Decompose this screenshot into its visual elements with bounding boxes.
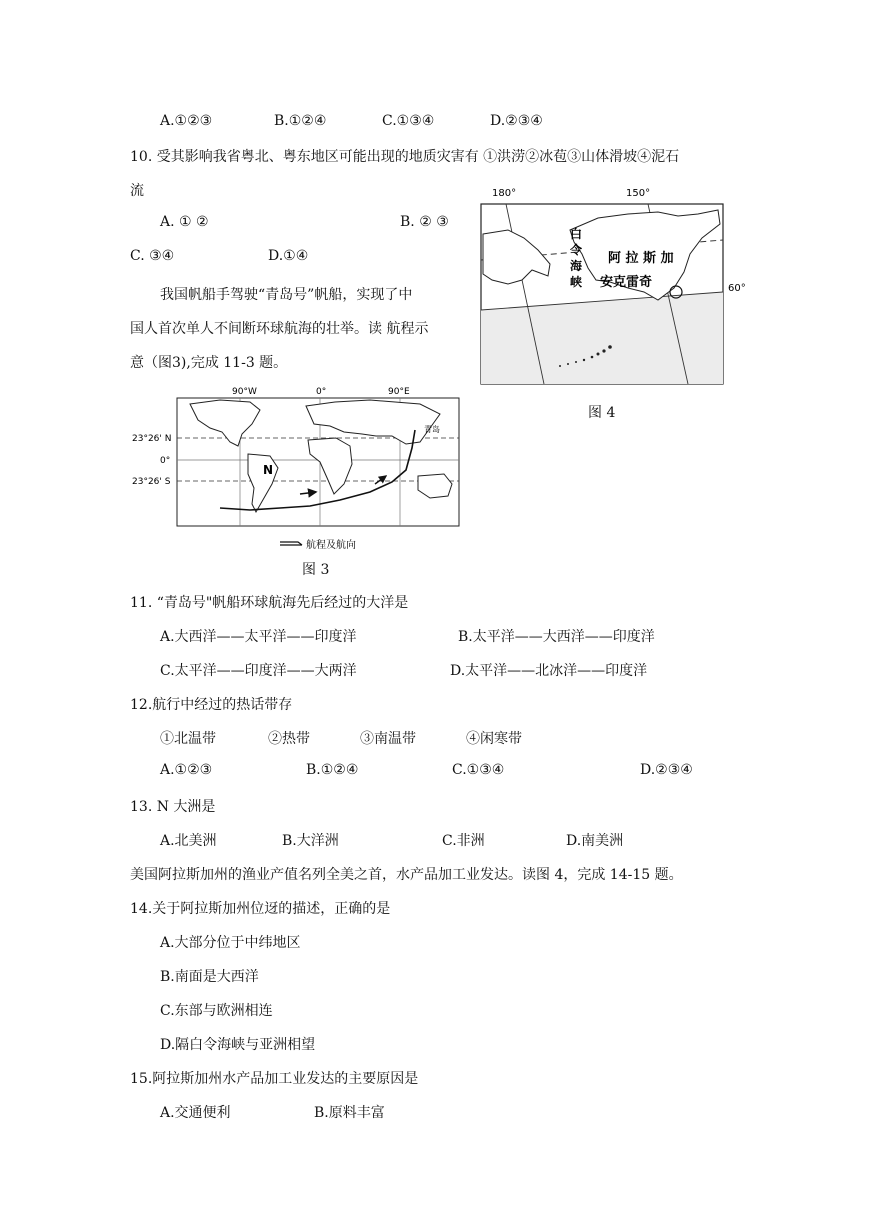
q9-option-c: C.①③④ bbox=[382, 113, 435, 129]
q13-option-d: D.南美洲 bbox=[566, 833, 624, 849]
q10-option-b: B. ② ③ bbox=[400, 214, 449, 230]
q12-option-b: B.①②④ bbox=[306, 762, 359, 778]
q14-option-c: C.东部与欧洲相连 bbox=[160, 1003, 273, 1019]
q15-stem: 15.阿拉斯加州水产品加工业发达的主要原因是 bbox=[130, 1071, 419, 1087]
q12-option-c: C.①③④ bbox=[452, 762, 505, 778]
fig3-legend: 航程及航向 bbox=[306, 540, 356, 551]
fig3-lon-90w: 90°W bbox=[232, 387, 257, 397]
q12-item-3: ③南温带 bbox=[360, 731, 416, 747]
q14-option-a: A.大部分位于中纬地区 bbox=[160, 935, 301, 951]
figure-3-world-map bbox=[130, 384, 465, 554]
fig4-strait-char-4: 峡 bbox=[570, 275, 583, 289]
fig4-lon-150: 150° bbox=[626, 188, 651, 199]
fig4-anchorage-label: 安克雷奇 bbox=[600, 275, 653, 290]
q9-option-d: D.②③④ bbox=[490, 113, 543, 129]
fig3-continent-n: N bbox=[263, 463, 274, 477]
fig3-lat-tropic-s: 23°26' S bbox=[132, 477, 171, 487]
intro1-line3: 意（图3),完成 11-3 题。 bbox=[130, 355, 288, 371]
figure-4-caption: 图 4 bbox=[588, 405, 616, 421]
q13-option-b: B.大洋洲 bbox=[282, 833, 339, 849]
q10-stem: 10. 受其影响我省粤北、粤东地区可能出现的地质灾害有 ①洪涝②冰苞③山体滑坡④泥石 bbox=[130, 149, 680, 165]
q12-stem: 12.航行中经过的热话带存 bbox=[130, 697, 293, 713]
q12-item-2: ②热带 bbox=[268, 731, 310, 747]
q12-option-a: A.①②③ bbox=[160, 762, 213, 778]
intro1-line2: 国人首次单人不间断环球航海的壮举。读 航程示 bbox=[130, 321, 429, 337]
q10-stem-cont: 流 bbox=[130, 183, 144, 199]
q15-option-b: B.原料丰富 bbox=[314, 1105, 385, 1121]
fig4-alaska-label: 阿 拉 斯 加 bbox=[608, 251, 674, 266]
q14-stem: 14.关于阿拉斯加州位迓的描述，正确的是 bbox=[130, 901, 391, 917]
q13-stem: 13. N 大洲是 bbox=[130, 799, 216, 815]
fig3-city-qingdao: 青岛 bbox=[424, 425, 440, 434]
q11-stem: 11. “青岛号"帆船环球航海先后经过的大洋是 bbox=[130, 595, 409, 611]
q13-option-a: A.北美洲 bbox=[160, 833, 217, 849]
q11-option-b: B.太平洋——大西洋——印度洋 bbox=[458, 629, 655, 645]
q10-option-c: C. ③④ bbox=[130, 248, 175, 264]
intro1-line1: 我国帆船手驾驶“青岛号”帆船，实现了中 bbox=[160, 287, 413, 303]
q9-option-a: A.①②③ bbox=[160, 113, 213, 129]
q12-item-4: ④闲寒带 bbox=[466, 731, 522, 747]
fig4-strait-char-1: 白 bbox=[570, 227, 583, 241]
q12-item-1: ①北温带 bbox=[160, 731, 216, 747]
q13-option-c: C.非洲 bbox=[442, 833, 485, 849]
q12-option-d: D.②③④ bbox=[640, 762, 693, 778]
intro2: 美国阿拉斯加州的渔业产值名列全美之首，水产品加工业发达。读图 4，完成 14-15 题。 bbox=[130, 867, 683, 883]
fig4-lon-180: 180° bbox=[492, 188, 517, 199]
q14-option-d: D.隔白令海峡与亚洲相望 bbox=[160, 1037, 316, 1053]
q11-option-c: C.太平洋——印度洋——大两洋 bbox=[160, 663, 357, 679]
fig4-strait-char-3: 海 bbox=[570, 259, 583, 273]
fig4-strait-char-2: 令 bbox=[570, 243, 583, 257]
q9-option-b: B.①②④ bbox=[274, 113, 327, 129]
fig3-lat-equator: 0° bbox=[160, 456, 171, 466]
figure-3-caption: 图 3 bbox=[302, 562, 330, 578]
q14-option-b: B.南面是大西洋 bbox=[160, 969, 259, 985]
fig3-lat-tropic-n: 23°26' N bbox=[132, 434, 172, 444]
fig3-lon-90e: 90°E bbox=[388, 387, 410, 397]
fig4-lat-60: 60° bbox=[728, 283, 746, 294]
figure-4-alaska-map bbox=[478, 184, 768, 390]
q11-option-d: D.太平洋——北冰洋——印度洋 bbox=[450, 663, 648, 679]
q10-option-d: D.①④ bbox=[268, 248, 309, 264]
q10-option-a: A. ① ② bbox=[160, 214, 209, 230]
q11-option-a: A.大西洋——太平洋——印度洋 bbox=[160, 629, 357, 645]
fig3-lon-0: 0° bbox=[316, 387, 327, 397]
q15-option-a: A.交通便利 bbox=[160, 1105, 231, 1121]
